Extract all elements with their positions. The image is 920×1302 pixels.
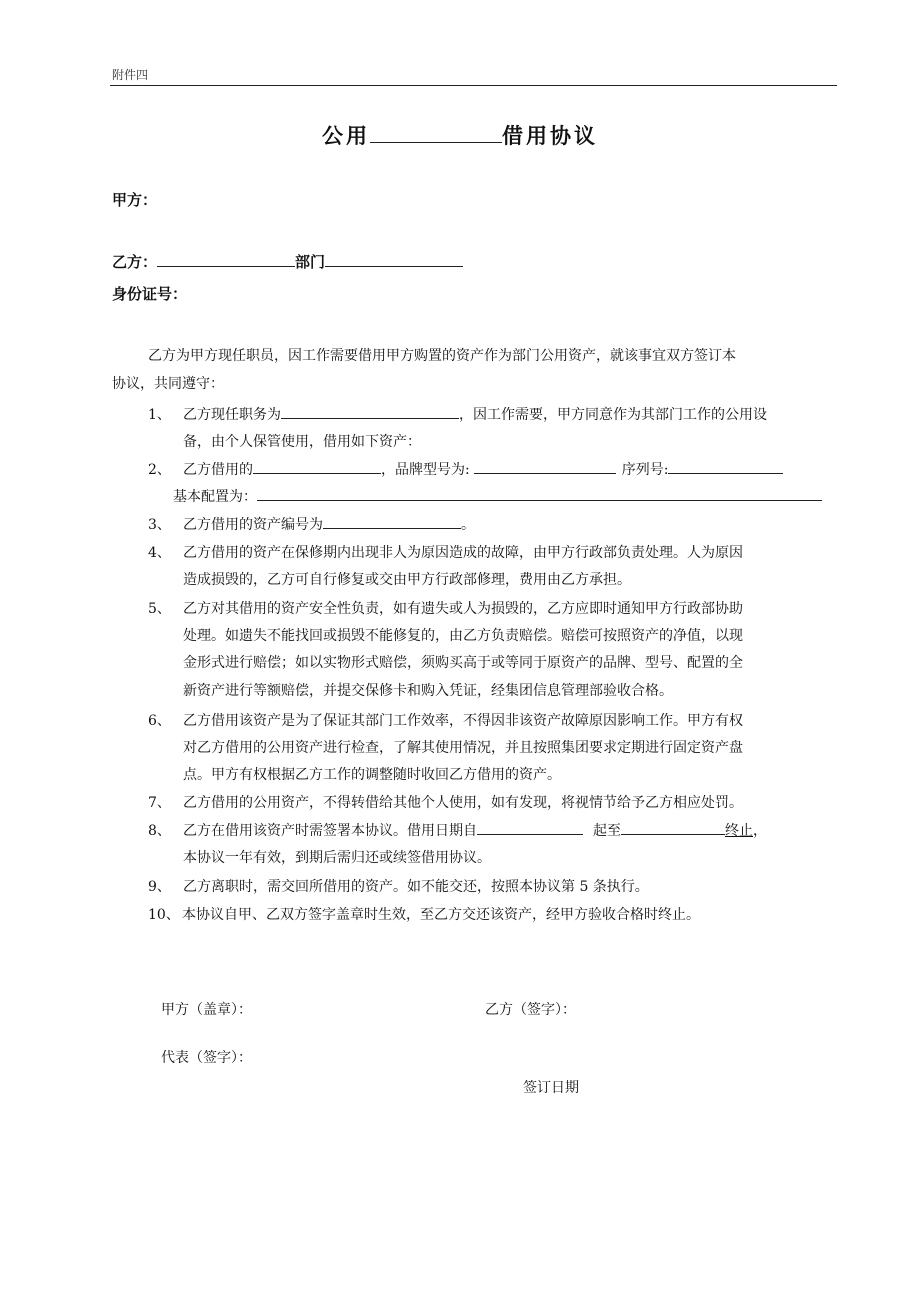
clause-5-line-1: 乙方对其借用的资产安全性负责，如有遗失或人为损毁的，乙方应即时通知甲方行政部协助 [183, 601, 743, 617]
asset-name-blank[interactable] [253, 459, 381, 474]
clause-6-line-1: 乙方借用该资产是为了保证其部门工作效率，不得因非该资产故障原因影响工作。甲方有权 [183, 713, 743, 729]
party-b-name-blank[interactable] [157, 251, 295, 267]
party-a-label: 甲方： [112, 191, 158, 209]
department-label: 部门 [295, 253, 326, 271]
basic-config-blank[interactable] [257, 486, 822, 501]
serial-number-blank[interactable] [668, 459, 783, 474]
clause-10-line-1: 本协议自甲、乙双方签字盖章时生效，至乙方交还该资产，经甲方验收合格时终止。 [182, 907, 700, 923]
clause-8-text-b: 起至 [593, 823, 621, 839]
department-blank[interactable] [325, 251, 463, 267]
clause-8-text-c: 终止 [725, 823, 753, 839]
clause-8-number: 8、 [148, 823, 171, 839]
clause-6-line-2: 对乙方借用的公用资产进行检查，了解其使用情况，并且按照集团要求定期进行固定资产盘 [183, 740, 743, 756]
start-date-blank[interactable] [477, 820, 583, 835]
clause-6-line-3: 点。甲方有权根据乙方工作的调整随时收回乙方借用的资产。 [183, 767, 561, 783]
party-b-row [112, 251, 463, 272]
attachment-label: 附件四 [112, 68, 149, 82]
clause-6-number: 6、 [148, 713, 171, 729]
intro-line-2: 协议，共同遵守： [112, 376, 224, 392]
clause-10-number: 10、 [148, 907, 180, 923]
clause-2-text-a: 乙方借用的 [183, 462, 253, 478]
sign-date-label: 签订日期 [523, 1080, 579, 1096]
clause-2-text-c: 序列号: [621, 462, 669, 478]
clause-4-number: 4、 [148, 545, 171, 561]
title-asset-blank[interactable] [370, 121, 502, 143]
party-b-label: 乙方： [112, 253, 158, 271]
party-a-seal-label: 甲方（盖章）： [161, 1002, 252, 1018]
position-blank[interactable] [281, 404, 459, 419]
document-title [0, 120, 920, 150]
clause-8-line-1 [183, 820, 767, 840]
clause-7-line-1: 乙方借用的公用资产，不得转借给其他个人使用，如有发现，将视情节给予乙方相应处罚。 [183, 795, 743, 811]
representative-sign-label: 代表（签字）： [161, 1050, 252, 1066]
clause-5-line-2: 处理。如遗失不能找回或损毁不能修复的，由乙方负责赔偿。赔偿可按照资产的净值，以现 [183, 628, 743, 644]
title-prefix: 公用 [322, 124, 370, 148]
intro-line-1: 乙方为甲方现任职员，因工作需要借用甲方购置的资产作为部门公用资产，就该事宜双方签订本 [148, 348, 736, 364]
clause-9-number: 9、 [148, 879, 171, 895]
clause-3-text-a: 乙方借用的资产编号为 [183, 517, 323, 533]
clause-5-line-3: 金形式进行赔偿；如以实物形式赔偿，须购买高于或等同于原资产的品牌、型号、配置的全 [183, 655, 743, 671]
clause-4-line-1: 乙方借用的资产在保修期内出现非人为原因造成的故障，由甲方行政部负责处理。人为原因 [183, 545, 743, 561]
clause-2-number: 2、 [148, 462, 171, 478]
clause-5-line-4: 新资产进行等额赔偿，并提交保修卡和购入凭证，经集团信息管理部验收合格。 [183, 683, 673, 699]
clause-9-line-1: 乙方离职时，需交回所借用的资产。如不能交还，按照本协议第 5 条执行。 [183, 879, 649, 895]
clause-3-text-b: 。 [461, 517, 475, 533]
clause-4-line-2: 造成损毁的，乙方可自行修复或交由甲方行政部修理，费用由乙方承担。 [183, 572, 631, 588]
clause-8-text-d: ， [753, 823, 767, 839]
party-b-sign-label: 乙方（签字）： [485, 1002, 576, 1018]
id-number-label: 身份证号： [112, 285, 188, 303]
clause-1-number: 1、 [148, 407, 171, 423]
header-divider [110, 85, 837, 86]
clause-2-line-1 [183, 459, 783, 479]
clause-3-line-1 [183, 514, 475, 534]
clause-7-number: 7、 [148, 795, 171, 811]
clause-3-number: 3、 [148, 517, 171, 533]
end-date-blank[interactable] [621, 820, 725, 835]
brand-model-blank[interactable] [474, 459, 616, 474]
clause-8-line-2: 本协议一年有效，到期后需归还或续签借用协议。 [183, 850, 491, 866]
clause-1-text-b: ，因工作需要，甲方同意作为其部门工作的公用设 [459, 407, 767, 423]
clause-1-text-a: 乙方现任职务为 [183, 407, 281, 423]
clause-8-text-a: 乙方在借用该资产时需签署本协议。借用日期自 [183, 823, 477, 839]
asset-number-blank[interactable] [323, 514, 461, 529]
title-suffix: 借用协议 [502, 124, 598, 148]
clause-5-number: 5、 [148, 601, 171, 617]
clause-2-text-b: ，品牌型号为: [381, 462, 470, 478]
clause-2-text-d: 基本配置为： [173, 489, 257, 505]
clause-1-line-1 [183, 404, 767, 424]
clause-2-line-2 [173, 486, 822, 506]
clause-1-line-2: 备，由个人保管使用，借用如下资产： [183, 434, 421, 450]
